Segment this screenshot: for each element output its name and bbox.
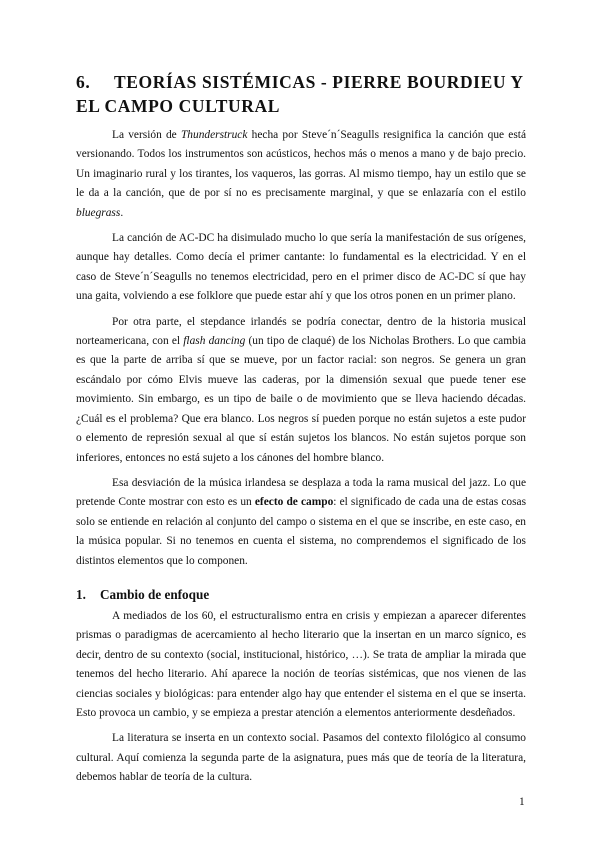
text-run: (un tipo de claqué) de los Nicholas Brothers. Lo que cambia es que la parte de arriba sí que se mueve, por un factor racial: son negros. Se genera un gran escándalo por cómo Elvis mueve las caderas, por la dimensión sexual que puede tener ese movimiento. Sin embargo, es un tipo de baile o de movimiento que se lleva haciendo décadas. ¿Cuál es el problema? Que era blanco. Los negros sí pueden porque no están sujetos a este pudor o elemento de represión sexual al que sí están sujetos los blancos. No están sujetos porque son inferiores, entonces no está sujeto a los cánones del hombre blanco.: [76, 335, 526, 464]
paragraph-efecto-de-campo: [76, 474, 526, 571]
text-run: .: [120, 206, 124, 219]
section-heading: [76, 70, 526, 118]
subsection-title: Cambio de enfoque: [100, 586, 210, 602]
italic-genre: bluegrass: [76, 206, 121, 219]
italic-song-title: Thunderstruck: [180, 129, 248, 141]
subsection-number: 1.: [76, 586, 86, 602]
text-run: Esa desviación de la música irlandesa se desplaza a toda la rama musical del jazz. Lo que pretende Conte mostrar con esto es un: [76, 476, 526, 509]
paragraph-acdc: La canción de AC-DC ha disimulado mucho lo que sería la manifestación de sus orígenes, aunque hay detalles. Como decía el primer cantante: lo fundamental es la electricidad. Y en el caso de Steve´n´Seagulls no tenemos electricidad, pero en el primer disco de AC-DC sí que hay una gaita, volviendo a ese folklore que puede estar ahí y que los otros ponen en un primer plano.: [76, 232, 526, 303]
page-content: [76, 70, 526, 794]
text-run: hecha por Steve´n´Seagulls resignifica la canción que está versionando. Todos los instrumentos son acústicos, hechos más o menos a mano y de bajo precio. Un imaginario rural y los tirantes, los vaqueros, las gorras. Al mismo tiempo, hay un estilo que se le da a la canción, que de por sí no es precisamente marginal, y que se enlazaría con el estilo: [76, 129, 526, 200]
subsection-heading: [76, 585, 526, 605]
text-run: La versión de: [112, 129, 181, 141]
paragraph-estructuralismo: A mediados de los 60, el estructuralismo entra en crisis y empiezan a aparecer diferentes prismas o paradigmas de acercamiento al hecho literario que la insertan en un marco sígnico, es decir, dentro de su contexto (social, institucional, histórico, …). Se trata de ampliar la mirada que tenemos del hecho literario. Ahí aparece la noción de teorías sistémicas, que nos vienen de las ciencias sociales y biológicas: para entender algo hay que entender el sistema en el que se inserta. Esto provoca un cambio, y se empieza a prestar atención a elementos anteriormente desdeñados.: [76, 609, 526, 719]
italic-term: flash dancing: [183, 335, 246, 348]
page-number: 1: [519, 796, 525, 808]
text-run: : el significado de cada una de estas cosas solo se entiende en relación al conjunto del campo o sistema en el que se inscribe, en este caso, en la música popular. Si no tenemos en cuenta el sistema, no comprendemos el significado de los distintos elementos que lo componen.: [76, 496, 527, 567]
paragraph-stepdance: [76, 313, 526, 468]
paragraph-contexto-social: La literatura se inserta en un contexto social. Pasamos del contexto filológico al consumo cultural. Aquí comienza la segunda parte de la asignatura, pues más que de teoría de la literatura, debemos hablar de teoría de la cultura.: [76, 732, 526, 784]
bold-term: efecto de campo: [254, 496, 334, 509]
section-title: TEORÍAS SISTÉMICAS - PIERRE BOURDIEU Y EL CAMPO CULTURAL: [76, 72, 524, 116]
text-run: Por otra parte, el stepdance irlandés se podría conectar, dentro de la historia musical norteamericana, con el: [76, 315, 526, 348]
paragraph-thunderstruck: [76, 126, 526, 223]
section-number: 6.: [76, 72, 91, 92]
